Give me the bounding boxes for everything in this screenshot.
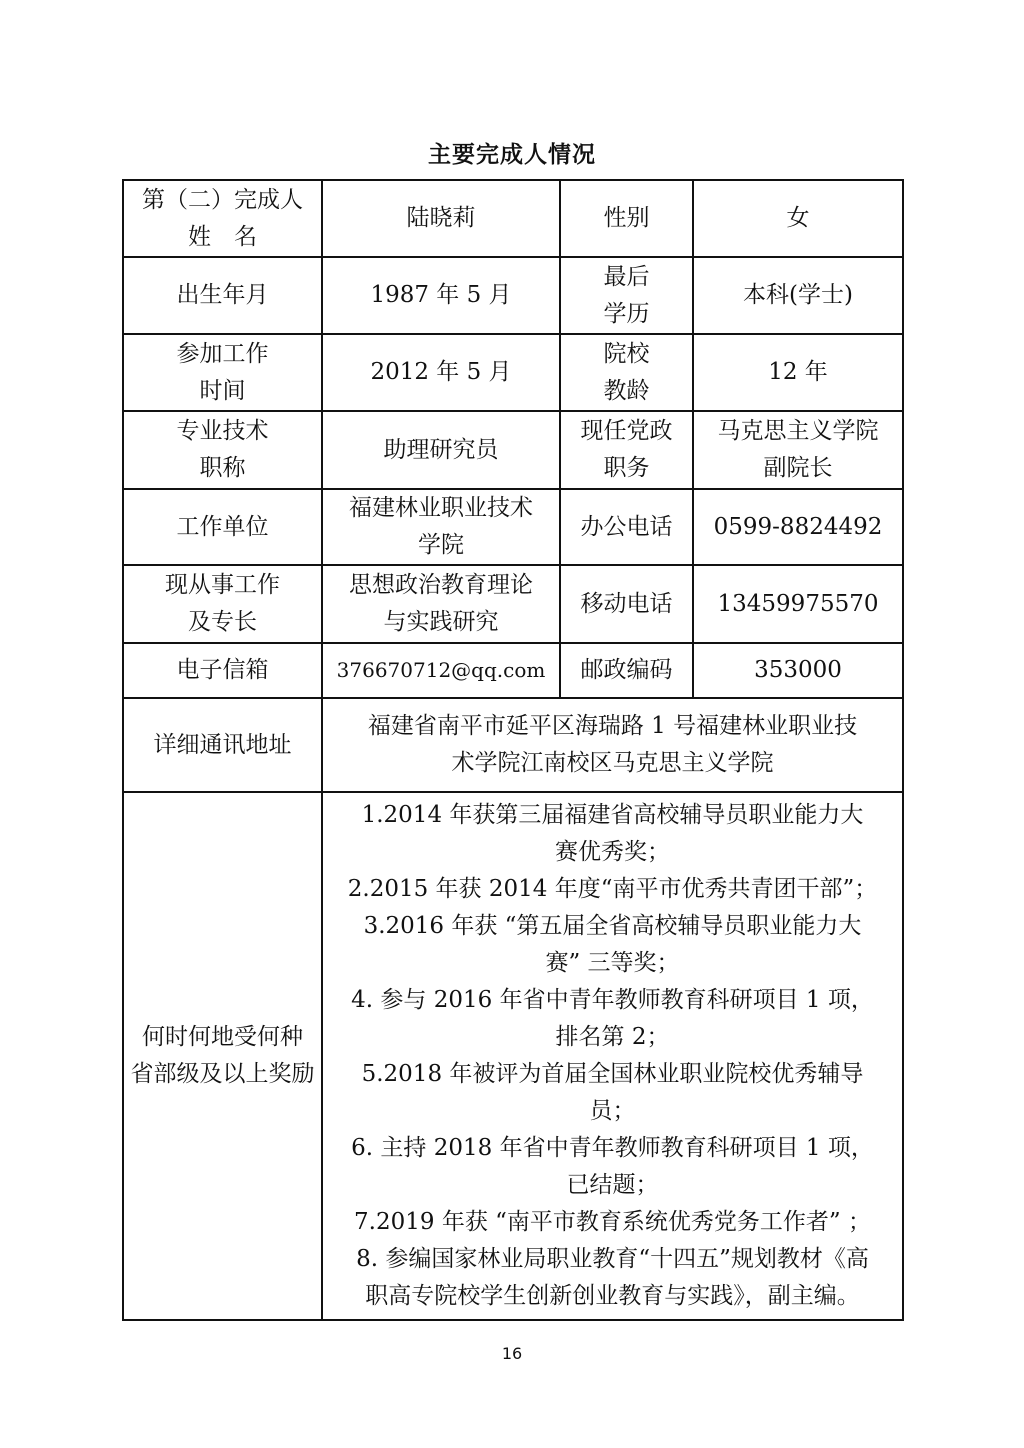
award-line: 职高专院校学生创新创业教育与实践》，副主编。 — [365, 1283, 860, 1309]
award-line: 4. 参与 2016 年省中青年教师教育科研项目 1 项， — [351, 987, 874, 1013]
award-line: 8. 参编国家林业局职业教育“十四五”规划教材《高 — [356, 1246, 869, 1272]
label-cell: 性别 — [560, 180, 693, 257]
label-line: 省部级及以上奖励 — [130, 1061, 315, 1087]
label-line: 最后 — [603, 263, 650, 290]
value-line: 学院 — [418, 532, 464, 558]
label-cell — [123, 792, 322, 1320]
value-cell: 陆晓莉 — [322, 180, 560, 257]
value-cell — [322, 489, 560, 565]
award-line: 6. 主持 2018 年省中青年教师教育科研项目 1 项， — [351, 1135, 874, 1161]
value-cell: 0599-8824492 — [693, 489, 903, 565]
value-cell: 13459975570 — [693, 565, 903, 643]
table-row — [123, 257, 903, 334]
label-cell — [123, 334, 322, 411]
label-line: 专业技术 — [176, 418, 269, 444]
award-line: 7.2019 年获 “南平市教育系统优秀党务工作者” ； — [354, 1209, 871, 1235]
label-line: 时间 — [199, 377, 246, 404]
info-table — [122, 179, 904, 1321]
table-row — [123, 565, 903, 643]
award-line: 3.2016 年获 “第五届全省高校辅导员职业能力大 — [363, 913, 862, 939]
table-row — [123, 489, 903, 565]
label-line: 现从事工作 — [165, 572, 280, 598]
award-line: 1.2014 年获第三届福建省高校辅导员职业能力大 — [361, 802, 864, 828]
value-cell — [322, 565, 560, 643]
label-cell — [123, 180, 322, 257]
label-cell — [123, 411, 322, 489]
page-number: 16 — [501, 1344, 523, 1363]
label-cell: 出生年月 — [123, 257, 322, 334]
label-line: 职务 — [603, 455, 650, 481]
table-row — [123, 698, 903, 792]
address-value — [322, 698, 903, 792]
label-cell — [560, 334, 693, 411]
label-cell: 详细通讯地址 — [123, 698, 322, 792]
awards-value — [322, 792, 903, 1320]
table-row — [123, 411, 903, 489]
value-cell — [693, 411, 903, 489]
value-line: 福建省南平市延平区海瑞路 1 号福建林业职业技 — [367, 713, 858, 739]
award-line: 员； — [589, 1098, 636, 1124]
value-cell: 2012 年 5 月 — [322, 334, 560, 411]
value-cell: 女 — [693, 180, 903, 257]
value-cell: 1987 年 5 月 — [322, 257, 560, 334]
label-cell — [560, 411, 693, 489]
award-line: 已结题； — [566, 1172, 659, 1198]
value-cell: 12 年 — [693, 334, 903, 411]
award-line: 排名第 2； — [555, 1024, 670, 1050]
label-cell: 移动电话 — [560, 565, 693, 643]
label-cell: 电子信箱 — [123, 643, 322, 698]
label-line: 学历 — [603, 300, 650, 327]
award-line: 赛优秀奖； — [555, 839, 670, 865]
value-line: 副院长 — [763, 455, 833, 481]
label-line: 院校 — [603, 340, 650, 367]
value-line: 思想政治教育理论 — [349, 572, 533, 598]
award-line: 赛” 三等奖； — [545, 950, 680, 976]
page-title: 主要完成人情况 — [428, 142, 596, 168]
value-cell: 助理研究员 — [322, 411, 560, 489]
value-cell: 本科(学士) — [693, 257, 903, 334]
value-cell: 353000 — [693, 643, 903, 698]
award-line: 2.2015 年获 2014 年度“南平市优秀共青团干部”； — [347, 876, 878, 902]
value-line: 福建林业职业技术 — [349, 495, 533, 521]
label-line: 现任党政 — [580, 418, 673, 444]
label-line: 职称 — [199, 455, 246, 481]
label-line: 第（二）完成人 — [142, 186, 303, 213]
value-line: 马克思主义学院 — [717, 418, 879, 444]
value-line: 与实践研究 — [383, 609, 499, 635]
award-line: 5.2018 年被评为首届全国林业职业院校优秀辅导 — [361, 1061, 864, 1087]
label-line: 参加工作 — [176, 340, 269, 367]
label-line: 何时何地受何种 — [142, 1024, 303, 1050]
label-cell: 办公电话 — [560, 489, 693, 565]
table-row — [123, 334, 903, 411]
label-cell: 邮政编码 — [560, 643, 693, 698]
table-row — [123, 180, 903, 257]
value-line: 术学院江南校区马克思主义学院 — [451, 750, 774, 776]
label-cell: 工作单位 — [123, 489, 322, 565]
label-cell — [560, 257, 693, 334]
label-cell — [123, 565, 322, 643]
label-line: 教龄 — [603, 377, 650, 404]
email-value: 376670712@qq.com — [322, 643, 560, 698]
table-row — [123, 792, 903, 1320]
label-line: 姓 名 — [188, 223, 257, 250]
table-row — [123, 643, 903, 698]
label-line: 及专长 — [188, 609, 257, 635]
